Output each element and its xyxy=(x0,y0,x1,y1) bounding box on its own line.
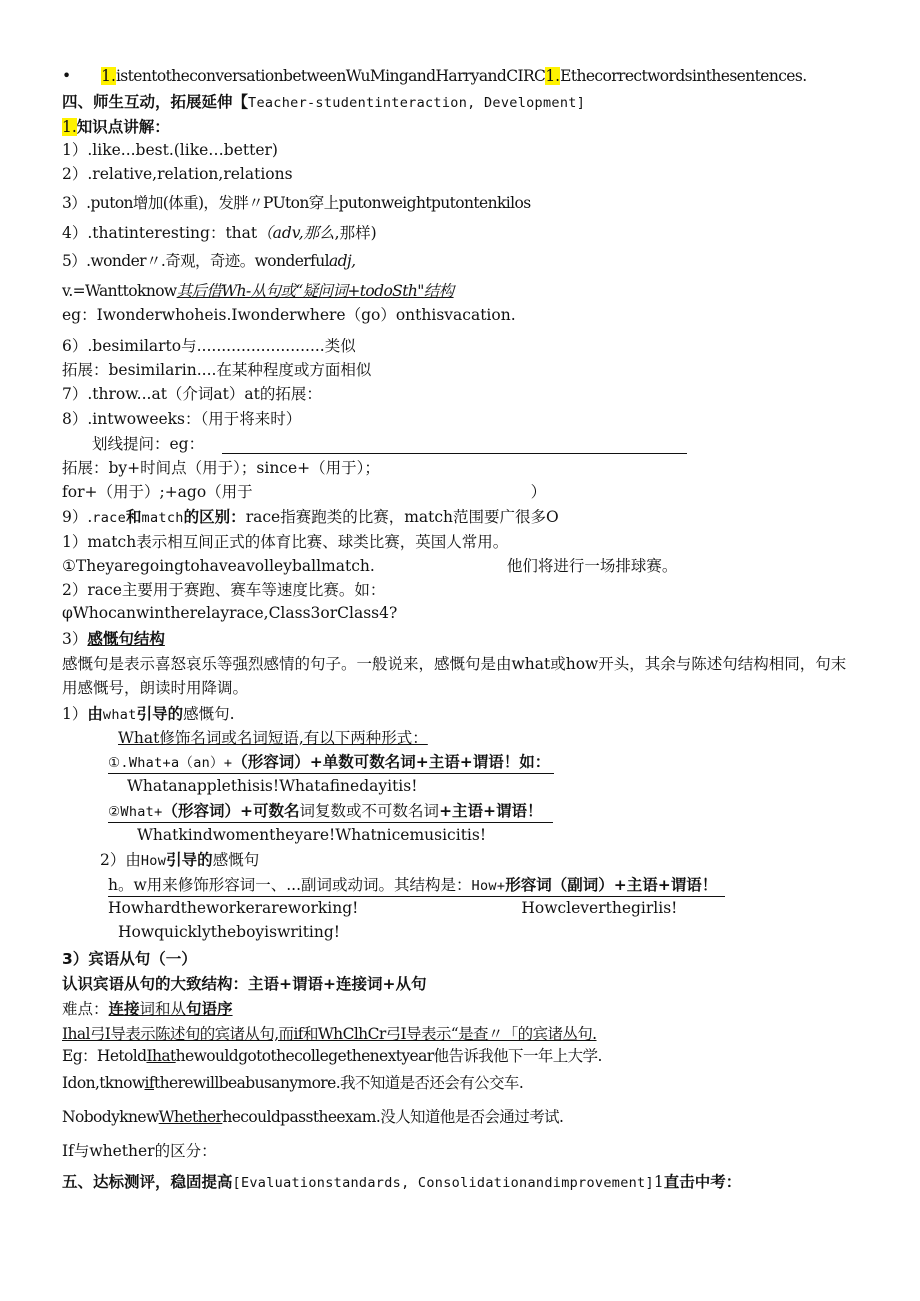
what-form-1-prefix: ①.What+a（an）+ xyxy=(108,755,233,771)
what-form-2-example: Whatkindwomentheyare!Whatnicemusicitis! xyxy=(137,826,487,844)
point-5 xyxy=(62,251,355,271)
underline-question xyxy=(92,434,687,454)
what-exclamation-heading xyxy=(62,704,235,725)
object-clause-structure: 认识宾语从句的大致结构：主语+谓语+连接词+从句 xyxy=(62,975,427,993)
how-rule: 形容词（副词）+主语+谓语！ xyxy=(505,876,718,894)
how-rule-prefix: How+ xyxy=(471,878,506,894)
example-whether-a: Nobodyknew xyxy=(62,1108,159,1126)
point-5-text: 5）.wonder〃.奇观，奇迹。wonderful xyxy=(62,252,329,270)
example-whether-b: hecouldpasstheexam.没人知道他是否会通过考试. xyxy=(222,1108,564,1126)
knowledge-heading xyxy=(62,117,170,137)
section-5-subtitle: [Evaluationstandards, Consolidationandimprovement] xyxy=(232,1175,654,1191)
how-usage xyxy=(108,875,725,897)
race-word: race xyxy=(92,510,127,526)
what-usage: What修饰名词或名词短语,有以下两种形式： xyxy=(118,729,428,747)
point-1: 1）.like...best.(like…better) xyxy=(62,141,278,159)
example-whether xyxy=(62,1107,563,1127)
example-if-b: therewillbeabusanymore.我不知道是否还会有公交车. xyxy=(154,1074,524,1092)
how-sub-num: 2）由 xyxy=(100,851,141,869)
match-example xyxy=(62,556,677,576)
guided-word: 引导的 xyxy=(136,705,184,723)
what-form-2-rule-c: +主语+谓语！ xyxy=(439,802,543,820)
for-ago-text: for+（用于）;+ago（用于 xyxy=(62,483,253,501)
listen-instruction-text-end: Ethecorrectwordsinthesentences. xyxy=(560,67,807,85)
point-5-italic: adj, xyxy=(328,252,356,270)
section-5-num: 1 xyxy=(653,1173,664,1191)
highlight-number: 1. xyxy=(62,118,77,136)
how-sentence-word: 感慨句 xyxy=(212,851,260,869)
exclamation-heading xyxy=(62,629,165,649)
point-9 xyxy=(62,507,559,528)
section-5-heading xyxy=(62,1172,741,1193)
example-wonder: eg：Iwonderwhoheis.Iwonderwhere（go）onthisvacation. xyxy=(62,306,516,324)
extension-time: 拓展：by+时间点（用于）；since+（用于）； xyxy=(62,459,380,477)
difficulty-line xyxy=(62,999,233,1019)
and-word: 和 xyxy=(126,508,142,526)
what-form-1-rule: （形容词）+单数可数名词+主语+谓语！如： xyxy=(232,753,551,771)
exclamation-title: 感慨句结构 xyxy=(87,630,165,648)
bullet-icon: • xyxy=(62,67,72,85)
listen-instruction-text: istentotheconversationbetweenWuMingandHarryandCIRC xyxy=(115,67,546,85)
highlight-number: 1. xyxy=(101,67,116,85)
section-4-subtitle: Teacher-studentinteraction, Development] xyxy=(248,95,586,111)
highlight-number: 1. xyxy=(545,67,561,85)
what-form-1-example: Whatanapplethisis!Whatafinedayitis! xyxy=(127,777,418,795)
word-and-from: 词和从 xyxy=(139,1000,187,1018)
that-if-whether-rule: Ihal弓I导表示陈述旬的宾诸从句,而if和WhClhCr弓I导表示“是查〃「的宾诸丛句. xyxy=(62,1025,597,1043)
connect-word: 连接 xyxy=(108,1000,140,1018)
match-word: match xyxy=(141,510,184,526)
that-word: Ihat xyxy=(146,1047,176,1065)
what-form-2 xyxy=(108,801,553,823)
knowledge-heading-text: 知识点讲解： xyxy=(76,118,170,136)
if-word: if xyxy=(144,1074,154,1092)
how-example-2: Howquicklytheboyiswriting! xyxy=(118,923,341,941)
point-4 xyxy=(62,223,377,243)
point-6: 6）.besimilarto与..........................类似 xyxy=(62,337,356,355)
what-form-2-rule-b: 词复数或不可数名词 xyxy=(299,802,440,820)
example-if xyxy=(62,1073,523,1093)
difference-label: 的区别： xyxy=(183,508,246,526)
section-5-title: 五、达标测评，稳固提高 xyxy=(62,1173,233,1191)
closing-paren: ） xyxy=(530,483,547,501)
sub-num: 1） xyxy=(62,705,88,723)
example-that xyxy=(62,1046,602,1066)
what-form-2-rule-a: （形容词）+可数名 xyxy=(162,802,300,820)
example-that-a: Eg：Hetold xyxy=(62,1047,147,1065)
what-form-1 xyxy=(108,752,554,774)
section-5-exam: 直击中考： xyxy=(663,1173,742,1191)
example-if-a: Idon,tknow xyxy=(62,1074,145,1092)
match-usage: 1）match表示相互间正式的体育比赛、球类比赛，英国人常用。 xyxy=(62,533,509,551)
how-guided-word: 引导的 xyxy=(166,851,213,869)
how-example-1 xyxy=(108,898,677,918)
point-7: 7）.throw...at（介词at）at的拓展： xyxy=(62,385,322,403)
verb-meaning: v.=Wanttoknow xyxy=(62,282,177,300)
point-5-verb xyxy=(62,281,454,301)
extension-similar: 拓展：besimilarin....在某种程度或方面相似 xyxy=(62,361,372,379)
what-form-2-prefix: ②What+ xyxy=(108,804,163,820)
underline-question-label: 划线提问：eg： xyxy=(92,435,205,453)
point-4-text: 4）.thatinteresting：that xyxy=(62,224,258,242)
by-word: 由 xyxy=(87,705,103,723)
section-4-title: 四、师生互动，拓展延伸【 xyxy=(62,93,249,111)
point-2: 2）.relative,relation,relations xyxy=(62,165,293,183)
whether-word: Whether xyxy=(158,1108,223,1126)
bullet-line-listen xyxy=(62,66,807,86)
how-usage-text: h。w用来修饰形容词一、...副词或动词。其结构是： xyxy=(108,876,472,894)
race-usage: 2）race主要用于赛跑、赛车等速度比赛。如： xyxy=(62,581,386,599)
section-4-heading xyxy=(62,92,585,113)
point-9-num: 9）. xyxy=(62,508,93,526)
answer-blank xyxy=(222,439,687,454)
difference-text: race指赛跑类的比赛，match范围要广很多O xyxy=(245,508,559,526)
difficulty-label: 难点： xyxy=(62,1000,109,1018)
point-3: 3）.puton增加(体重)，发胖〃PUton穿上putonweightputontenkilos xyxy=(62,194,531,212)
object-clause-heading: 3）宾语从句（一） xyxy=(62,950,197,968)
how-example-b: Howcleverthegirlis! xyxy=(521,899,678,917)
if-whether-difference: If与whether的区分： xyxy=(62,1142,217,1160)
how-example-a: Howhardtheworkerareworking! xyxy=(108,899,359,917)
sentence-word: 感慨句. xyxy=(183,705,235,723)
race-example: φWhocanwintherelayrace,Class3orClass4? xyxy=(62,604,398,622)
verb-structure-note: 其后借Wh-从句或“疑问词+todoSth"结构 xyxy=(176,282,454,300)
what-word: what xyxy=(102,707,137,723)
match-example-zh: 他们将进行一场排球赛。 xyxy=(506,557,678,575)
how-word: How xyxy=(140,853,167,869)
extension-for-ago xyxy=(62,482,546,502)
point-4-italic: （adv,那么 xyxy=(257,224,335,242)
exclamation-num: 3） xyxy=(62,630,88,648)
word-order: 句语序 xyxy=(186,1000,233,1018)
example-that-b: hewouldgotothecollegethenextyear他告诉我他下一年上大学. xyxy=(175,1047,602,1065)
point-4-end: ,那样) xyxy=(334,224,377,242)
match-example-en: ①Theyaregoingtohaveavolleyballmatch. xyxy=(62,557,375,575)
how-exclamation-heading xyxy=(100,850,259,871)
exclamation-description: 感慨句是表示喜怒哀乐等强烈感情的句子。一般说来，感慨句是由what或how开头，其余与陈述句结构相同，句末用感慨号，朗读时用降调。 xyxy=(62,655,847,697)
point-8: 8）.intwoweeks：（用于将来时） xyxy=(62,410,302,428)
